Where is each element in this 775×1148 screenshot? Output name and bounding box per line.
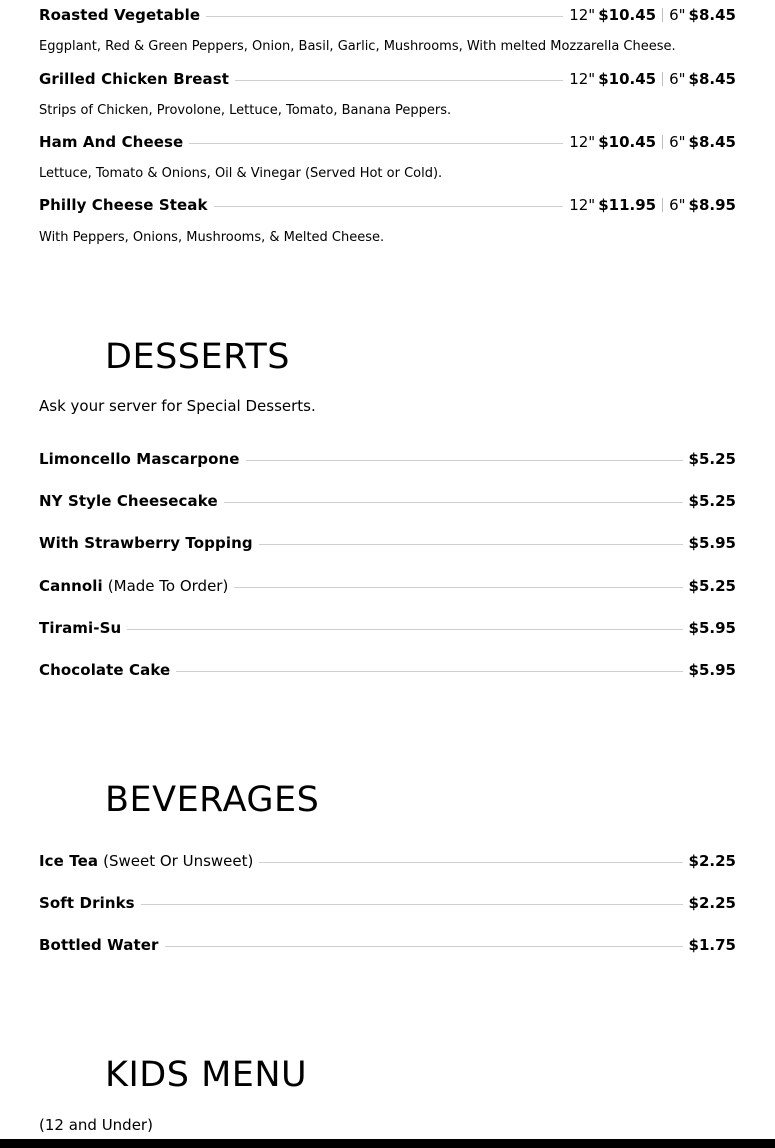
item-price: $5.95 — [688, 661, 736, 679]
item-description: Lettuce, Tomato & Onions, Oil & Vinegar (Served Hot or Cold). — [39, 166, 443, 181]
dotted-leader — [224, 502, 683, 503]
dotted-leader — [189, 143, 563, 144]
dotted-leader — [235, 80, 563, 81]
menu-item-ice-tea — [39, 851, 736, 871]
price-block — [569, 5, 736, 25]
price-divider — [662, 8, 663, 22]
price-block — [569, 69, 736, 89]
item-name: Ice Tea — [39, 852, 99, 870]
item-price: $5.25 — [688, 492, 736, 510]
menu-item-ham-and-cheese — [39, 132, 736, 152]
price-divider — [662, 72, 663, 86]
size-small: 6" — [669, 70, 686, 88]
item-name: Ham And Cheese — [39, 133, 184, 151]
item-price: $5.95 — [688, 619, 736, 637]
dotted-leader — [259, 544, 683, 545]
section-intro-kids-menu: (12 and Under) — [39, 1116, 153, 1134]
price-divider — [662, 135, 663, 149]
menu-item-chocolate-cake — [39, 660, 736, 680]
dotted-leader — [234, 587, 682, 588]
price-small: $8.45 — [688, 70, 736, 88]
section-intro-desserts: Ask your server for Special Desserts. — [39, 397, 316, 415]
price-small: $8.95 — [688, 196, 736, 214]
price-small: $8.45 — [688, 6, 736, 24]
item-name: NY Style Cheesecake — [39, 492, 218, 510]
menu-item-roasted-vegetable — [39, 5, 736, 25]
price-divider — [662, 198, 663, 212]
dotted-leader — [127, 629, 682, 630]
item-name: Chocolate Cake — [39, 661, 171, 679]
dotted-leader — [246, 460, 683, 461]
size-small: 6" — [669, 6, 686, 24]
bottom-bar — [0, 1139, 775, 1148]
size-small: 6" — [669, 196, 686, 214]
price-large: $10.45 — [598, 6, 657, 24]
item-price: $2.25 — [688, 852, 736, 870]
item-name: Philly Cheese Steak — [39, 196, 208, 214]
item-name: Limoncello Mascarpone — [39, 450, 240, 468]
item-name: Roasted Vegetable — [39, 6, 201, 24]
item-price: $5.25 — [688, 577, 736, 595]
item-price: $2.25 — [688, 894, 736, 912]
dotted-leader — [206, 16, 563, 17]
item-description: Eggplant, Red & Green Peppers, Onion, Basil, Garlic, Mushrooms, With melted Mozzarella Cheese. — [39, 39, 676, 54]
item-name: Tirami-Su — [39, 619, 122, 637]
dotted-leader — [259, 862, 682, 863]
item-note: (Made To Order) — [107, 577, 229, 595]
size-large: 12" — [569, 196, 596, 214]
size-large: 12" — [569, 6, 596, 24]
price-block — [569, 195, 736, 215]
price-small: $8.45 — [688, 133, 736, 151]
menu-item-ny-style-cheesecake — [39, 491, 736, 511]
price-large: $11.95 — [598, 196, 657, 214]
price-large: $10.45 — [598, 133, 657, 151]
item-price: $5.95 — [688, 534, 736, 552]
section-title-desserts: DESSERTS — [105, 337, 290, 377]
menu-item-cannoli — [39, 576, 736, 596]
menu-item-bottled-water — [39, 935, 736, 955]
menu-item-philly-cheese-steak — [39, 195, 736, 215]
dotted-leader — [165, 946, 683, 947]
section-title-beverages: BEVERAGES — [105, 780, 320, 820]
price-block — [569, 132, 736, 152]
menu-item-limoncello-mascarpone — [39, 449, 736, 469]
item-note: (Sweet Or Unsweet) — [103, 852, 254, 870]
menu-item-with-strawberry-topping — [39, 533, 736, 553]
item-name: With Strawberry Topping — [39, 534, 253, 552]
menu-item-tirami-su — [39, 618, 736, 638]
item-description: With Peppers, Onions, Mushrooms, & Melted Cheese. — [39, 230, 385, 245]
dotted-leader — [141, 904, 683, 905]
item-name: Soft Drinks — [39, 894, 135, 912]
item-price: $5.25 — [688, 450, 736, 468]
menu-item-soft-drinks — [39, 893, 736, 913]
item-name: Grilled Chicken Breast — [39, 70, 230, 88]
size-large: 12" — [569, 133, 596, 151]
item-price: $1.75 — [688, 936, 736, 954]
price-large: $10.45 — [598, 70, 657, 88]
section-title-kids-menu: KIDS MENU — [105, 1055, 308, 1095]
size-small: 6" — [669, 133, 686, 151]
item-name: Bottled Water — [39, 936, 159, 954]
dotted-leader — [214, 206, 564, 207]
item-name: Cannoli — [39, 577, 103, 595]
dotted-leader — [176, 671, 682, 672]
item-description: Strips of Chicken, Provolone, Lettuce, Tomato, Banana Peppers. — [39, 103, 452, 118]
menu-item-grilled-chicken-breast — [39, 69, 736, 89]
size-large: 12" — [569, 70, 596, 88]
